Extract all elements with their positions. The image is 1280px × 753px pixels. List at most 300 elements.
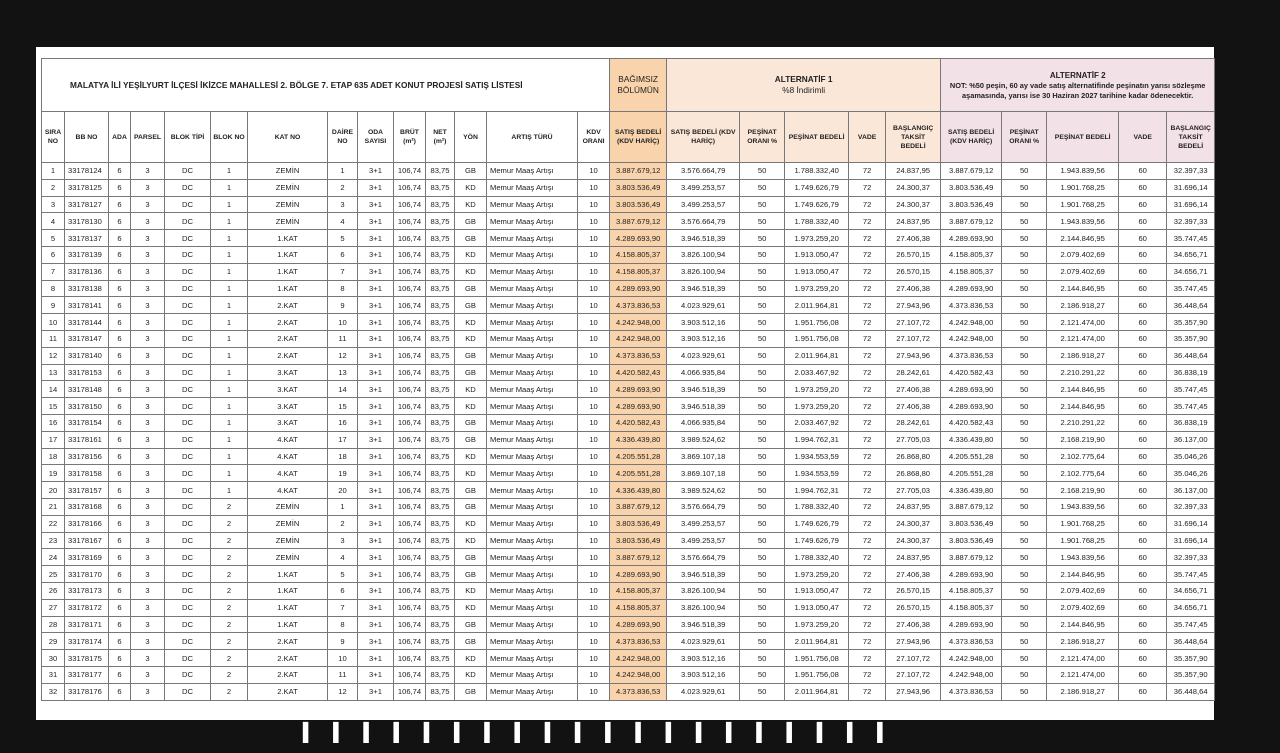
cell-brut-m2: 106,74 [394,465,426,482]
cell-alt1-pesinat-bedeli: 1.913.050,47 [785,582,849,599]
cell-alt1-vade: 72 [849,566,886,583]
cell-alt1-baslangic-taksit: 26.868,80 [886,465,941,482]
cell-brut-m2: 106,74 [394,381,426,398]
cell-artis-turu: Memur Maaş Artışı [487,196,578,213]
alternative-2-header [941,59,1215,112]
cell-alt2-satis-bedeli: 4.420.582,43 [941,414,1002,431]
cell-brut-m2: 106,74 [394,633,426,650]
cell-ada: 6 [109,280,131,297]
cell-artis-turu: Memur Maaş Artışı [487,179,578,196]
cell-alt2-pesinat-orani: 50 [1002,515,1047,532]
cell-alt2-pesinat-bedeli: 2.144.846,95 [1047,616,1119,633]
cell-daire-no: 2 [328,515,358,532]
cell-alt2-satis-bedeli: 3.887.679,12 [941,549,1002,566]
cell-net-m2: 83,75 [426,498,455,515]
table-row [42,246,1215,263]
cell-alt2-pesinat-orani: 50 [1002,398,1047,415]
cell-ada: 6 [109,398,131,415]
cell-satis-bedeli: 3.803.536,49 [610,179,667,196]
cell-brut-m2: 106,74 [394,347,426,364]
cell-ada: 6 [109,246,131,263]
cell-daire-no: 18 [328,448,358,465]
cell-artis-turu: Memur Maaş Artışı [487,666,578,683]
column-header-alt1-pesinat-bedeli: PEŞİNAT BEDELİ [785,112,849,163]
cell-ada: 6 [109,196,131,213]
cell-alt1-baslangic-taksit: 27.406,38 [886,230,941,247]
cell-alt1-satis-bedeli: 4.023.929,61 [667,347,740,364]
cell-alt1-vade: 72 [849,364,886,381]
cell-alt2-baslangic-taksit: 36.448,64 [1167,633,1215,650]
cell-alt1-pesinat-orani: 50 [740,616,785,633]
cell-bb-no: 33178147 [65,330,109,347]
cell-oda-sayisi: 3+1 [358,297,394,314]
cell-yon: KD [455,532,487,549]
cell-sira-no: 27 [42,599,65,616]
cell-alt1-pesinat-bedeli: 1.934.553,59 [785,465,849,482]
cell-satis-bedeli: 4.158.805,37 [610,246,667,263]
cell-alt2-satis-bedeli: 3.803.536,49 [941,179,1002,196]
cell-alt2-pesinat-bedeli: 2.168.219,90 [1047,482,1119,499]
cell-ada: 6 [109,633,131,650]
cell-alt2-satis-bedeli: 4.373.836,53 [941,633,1002,650]
cell-parsel: 3 [131,465,165,482]
cell-sira-no: 28 [42,616,65,633]
cell-net-m2: 83,75 [426,230,455,247]
cell-kdv-orani: 10 [578,532,610,549]
cell-oda-sayisi: 3+1 [358,549,394,566]
cell-alt2-pesinat-orani: 50 [1002,599,1047,616]
cell-alt1-satis-bedeli: 3.946.518,39 [667,616,740,633]
cell-brut-m2: 106,74 [394,196,426,213]
cell-net-m2: 83,75 [426,683,455,700]
cell-ada: 6 [109,330,131,347]
alternative-2-title: ALTERNATİF 2 [1049,71,1106,80]
cell-daire-no: 9 [328,297,358,314]
cell-alt1-vade: 72 [849,398,886,415]
cell-net-m2: 83,75 [426,330,455,347]
cell-artis-turu: Memur Maaş Artışı [487,515,578,532]
cell-parsel: 3 [131,683,165,700]
cell-alt1-satis-bedeli: 3.869.107,18 [667,465,740,482]
cell-ada: 6 [109,582,131,599]
cell-alt1-vade: 72 [849,381,886,398]
cell-yon: KD [455,582,487,599]
cell-bb-no: 33178167 [65,532,109,549]
cell-alt1-pesinat-bedeli: 1.951.756,08 [785,650,849,667]
cell-kdv-orani: 10 [578,347,610,364]
sheet-title: MALATYA İLİ YEŞİLYURT İLÇESİ İKİZCE MAHALLESİ 2. BÖLGE 7. ETAP 635 ADET KONUT PROJESİ SATIŞ LİSTESİ [42,59,610,112]
cell-alt1-satis-bedeli: 3.869.107,18 [667,448,740,465]
cell-daire-no: 11 [328,330,358,347]
cell-ada: 6 [109,163,131,180]
cell-blok-no: 2 [211,582,248,599]
cell-sira-no: 29 [42,633,65,650]
cell-blok-tipi: DC [165,666,211,683]
cell-alt1-vade: 72 [849,414,886,431]
cell-yon: KD [455,246,487,263]
cell-alt1-baslangic-taksit: 27.943,96 [886,633,941,650]
cell-ada: 6 [109,414,131,431]
cell-satis-bedeli: 4.373.836,53 [610,347,667,364]
cell-daire-no: 10 [328,314,358,331]
cell-ada: 6 [109,431,131,448]
cell-blok-no: 1 [211,431,248,448]
cell-alt2-pesinat-bedeli: 2.102.775,64 [1047,448,1119,465]
cell-alt2-pesinat-bedeli: 2.121.474,00 [1047,314,1119,331]
cell-alt1-baslangic-taksit: 27.406,38 [886,280,941,297]
column-header-alt2-baslangic-taksit: BAŞLANGIÇ TAKSİT BEDELİ [1167,112,1215,163]
cell-blok-no: 1 [211,196,248,213]
cell-ada: 6 [109,364,131,381]
cell-artis-turu: Memur Maaş Artışı [487,616,578,633]
cell-alt1-baslangic-taksit: 27.406,38 [886,566,941,583]
cell-kat-no: 2.KAT [248,330,328,347]
cell-alt2-baslangic-taksit: 31.696,14 [1167,532,1215,549]
cell-alt2-baslangic-taksit: 35.357,90 [1167,666,1215,683]
cell-alt1-satis-bedeli: 3.903.512,16 [667,666,740,683]
column-header-yon: YÖN [455,112,487,163]
cell-bb-no: 33178177 [65,666,109,683]
cell-sira-no: 32 [42,683,65,700]
cell-blok-tipi: DC [165,381,211,398]
cell-alt1-pesinat-orani: 50 [740,230,785,247]
cell-satis-bedeli: 4.336.439,80 [610,431,667,448]
cell-blok-tipi: DC [165,683,211,700]
cell-daire-no: 4 [328,549,358,566]
cell-oda-sayisi: 3+1 [358,666,394,683]
cell-satis-bedeli: 4.336.439,80 [610,482,667,499]
cell-alt2-vade: 60 [1119,549,1167,566]
cell-ada: 6 [109,515,131,532]
cell-alt2-baslangic-taksit: 36.448,64 [1167,683,1215,700]
cell-oda-sayisi: 3+1 [358,179,394,196]
table-row [42,263,1215,280]
cell-alt2-pesinat-orani: 50 [1002,414,1047,431]
cell-ada: 6 [109,448,131,465]
cell-alt2-pesinat-bedeli: 1.943.839,56 [1047,163,1119,180]
cell-alt2-pesinat-orani: 50 [1002,666,1047,683]
table-row [42,633,1215,650]
cell-alt2-baslangic-taksit: 32.397,33 [1167,549,1215,566]
cell-kat-no: ZEMİN [248,163,328,180]
cell-brut-m2: 106,74 [394,549,426,566]
cell-net-m2: 83,75 [426,448,455,465]
cell-alt2-pesinat-bedeli: 2.186.918,27 [1047,633,1119,650]
cell-satis-bedeli: 4.242.948,00 [610,330,667,347]
cell-alt1-vade: 72 [849,230,886,247]
cell-alt2-baslangic-taksit: 36.137,00 [1167,431,1215,448]
table-row [42,179,1215,196]
cell-daire-no: 6 [328,246,358,263]
cell-alt1-pesinat-bedeli: 1.788.332,40 [785,163,849,180]
cell-parsel: 3 [131,280,165,297]
cell-artis-turu: Memur Maaş Artışı [487,263,578,280]
cell-brut-m2: 106,74 [394,482,426,499]
cell-alt1-pesinat-orani: 50 [740,179,785,196]
cell-alt1-pesinat-orani: 50 [740,398,785,415]
cell-alt1-vade: 72 [849,582,886,599]
cell-net-m2: 83,75 [426,246,455,263]
cell-alt2-baslangic-taksit: 35.747,45 [1167,616,1215,633]
cell-alt1-pesinat-orani: 50 [740,515,785,532]
cell-alt2-pesinat-orani: 50 [1002,179,1047,196]
cell-net-m2: 83,75 [426,666,455,683]
cell-ada: 6 [109,616,131,633]
cell-parsel: 3 [131,582,165,599]
cell-yon: KD [455,263,487,280]
cell-alt1-satis-bedeli: 4.066.935,84 [667,364,740,381]
cell-blok-tipi: DC [165,582,211,599]
cell-kdv-orani: 10 [578,666,610,683]
cell-brut-m2: 106,74 [394,616,426,633]
table-row [42,666,1215,683]
cell-kdv-orani: 10 [578,163,610,180]
column-header-alt2-pesinat-bedeli: PEŞİNAT BEDELİ [1047,112,1119,163]
cell-blok-no: 1 [211,263,248,280]
cell-alt1-pesinat-bedeli: 1.951.756,08 [785,666,849,683]
cell-alt2-baslangic-taksit: 35.747,45 [1167,230,1215,247]
table-row [42,650,1215,667]
cell-parsel: 3 [131,246,165,263]
cell-sira-no: 6 [42,246,65,263]
cell-alt1-baslangic-taksit: 26.868,80 [886,448,941,465]
cell-alt1-pesinat-orani: 50 [740,482,785,499]
cell-blok-tipi: DC [165,330,211,347]
cell-net-m2: 83,75 [426,414,455,431]
cell-alt2-baslangic-taksit: 32.397,33 [1167,498,1215,515]
table-row [42,616,1215,633]
cell-kdv-orani: 10 [578,381,610,398]
cell-blok-tipi: DC [165,230,211,247]
cell-bb-no: 33178125 [65,179,109,196]
cell-alt1-satis-bedeli: 4.023.929,61 [667,683,740,700]
cell-yon: KD [455,515,487,532]
cell-bb-no: 33178150 [65,398,109,415]
cell-bb-no: 33178137 [65,230,109,247]
cell-kdv-orani: 10 [578,431,610,448]
table-row [42,465,1215,482]
cell-blok-no: 2 [211,666,248,683]
cell-alt2-vade: 60 [1119,230,1167,247]
cell-kat-no: 1.KAT [248,582,328,599]
cell-alt2-vade: 60 [1119,566,1167,583]
cell-alt2-satis-bedeli: 3.887.679,12 [941,163,1002,180]
cell-blok-no: 2 [211,599,248,616]
cell-alt2-satis-bedeli: 4.158.805,37 [941,263,1002,280]
cell-artis-turu: Memur Maaş Artışı [487,398,578,415]
cell-alt2-satis-bedeli: 3.803.536,49 [941,532,1002,549]
cell-yon: GB [455,482,487,499]
cell-bb-no: 33178156 [65,448,109,465]
cell-alt1-pesinat-bedeli: 1.788.332,40 [785,498,849,515]
cell-alt1-vade: 72 [849,599,886,616]
table-body [42,163,1215,701]
cell-ada: 6 [109,532,131,549]
cell-blok-tipi: DC [165,414,211,431]
cell-blok-tipi: DC [165,650,211,667]
cell-satis-bedeli: 4.289.693,90 [610,616,667,633]
cell-net-m2: 83,75 [426,465,455,482]
cell-alt2-satis-bedeli: 4.242.948,00 [941,314,1002,331]
cell-alt2-vade: 60 [1119,414,1167,431]
cell-satis-bedeli: 4.242.948,00 [610,314,667,331]
cell-alt2-vade: 60 [1119,314,1167,331]
cell-alt1-pesinat-orani: 50 [740,263,785,280]
column-header-parsel: PARSEL [131,112,165,163]
cell-alt2-pesinat-orani: 50 [1002,532,1047,549]
cell-alt1-pesinat-bedeli: 1.973.259,20 [785,566,849,583]
cell-ada: 6 [109,498,131,515]
cell-alt1-vade: 72 [849,163,886,180]
table-row [42,498,1215,515]
cell-alt1-pesinat-bedeli: 2.011.964,81 [785,633,849,650]
cell-brut-m2: 106,74 [394,582,426,599]
column-header-blok-tipi: BLOK TİPİ [165,112,211,163]
cell-kdv-orani: 10 [578,650,610,667]
cell-oda-sayisi: 3+1 [358,448,394,465]
cell-parsel: 3 [131,330,165,347]
cell-ada: 6 [109,482,131,499]
cell-net-m2: 83,75 [426,515,455,532]
table-row [42,230,1215,247]
cell-bb-no: 33178172 [65,599,109,616]
cell-yon: KD [455,448,487,465]
cell-alt1-satis-bedeli: 3.499.253,57 [667,196,740,213]
cell-sira-no: 4 [42,213,65,230]
cell-bb-no: 33178175 [65,650,109,667]
cell-alt1-pesinat-bedeli: 1.973.259,20 [785,381,849,398]
column-header-alt2-pesinat-orani: PEŞİNAT ORANI % [1002,112,1047,163]
cell-alt2-vade: 60 [1119,532,1167,549]
cell-blok-tipi: DC [165,297,211,314]
cell-artis-turu: Memur Maaş Artışı [487,213,578,230]
cell-alt2-satis-bedeli: 3.887.679,12 [941,213,1002,230]
cell-bb-no: 33178136 [65,263,109,280]
cell-ada: 6 [109,314,131,331]
cell-alt2-pesinat-bedeli: 1.943.839,56 [1047,549,1119,566]
cell-artis-turu: Memur Maaş Artışı [487,314,578,331]
cell-artis-turu: Memur Maaş Artışı [487,566,578,583]
cell-alt2-pesinat-orani: 50 [1002,314,1047,331]
cell-net-m2: 83,75 [426,179,455,196]
cell-bb-no: 33178173 [65,582,109,599]
cell-artis-turu: Memur Maaş Artışı [487,246,578,263]
cell-brut-m2: 106,74 [394,532,426,549]
cell-alt2-pesinat-bedeli: 2.121.474,00 [1047,650,1119,667]
cell-daire-no: 2 [328,179,358,196]
column-header-alt1-satis-bedeli: SATIŞ BEDELİ (KDV HARİÇ) [667,112,740,163]
cell-sira-no: 12 [42,347,65,364]
cell-kat-no: 4.KAT [248,465,328,482]
cell-oda-sayisi: 3+1 [358,532,394,549]
column-header-alt1-vade: VADE [849,112,886,163]
cell-blok-tipi: DC [165,566,211,583]
cell-bb-no: 33178176 [65,683,109,700]
cell-alt2-satis-bedeli: 3.887.679,12 [941,498,1002,515]
cell-alt1-vade: 72 [849,633,886,650]
cell-artis-turu: Memur Maaş Artışı [487,297,578,314]
cell-kat-no: ZEMİN [248,498,328,515]
cell-kdv-orani: 10 [578,280,610,297]
cell-alt1-pesinat-orani: 50 [740,381,785,398]
cell-kat-no: 2.KAT [248,297,328,314]
cell-sira-no: 22 [42,515,65,532]
cell-parsel: 3 [131,347,165,364]
cell-alt1-satis-bedeli: 3.826.100,94 [667,263,740,280]
column-header-daire-no: DAİRE NO [328,112,358,163]
cell-blok-tipi: DC [165,431,211,448]
cell-alt2-baslangic-taksit: 36.838,19 [1167,364,1215,381]
cell-sira-no: 18 [42,448,65,465]
cell-blok-tipi: DC [165,213,211,230]
column-header-alt2-satis-bedeli: SATIŞ BEDELİ (KDV HARİÇ) [941,112,1002,163]
cell-oda-sayisi: 3+1 [358,230,394,247]
column-header-bb-no: BB NO [65,112,109,163]
cell-alt1-pesinat-orani: 50 [740,163,785,180]
cell-net-m2: 83,75 [426,280,455,297]
cell-alt1-baslangic-taksit: 24.837,95 [886,213,941,230]
cell-net-m2: 83,75 [426,582,455,599]
cell-alt1-pesinat-orani: 50 [740,414,785,431]
cell-alt2-baslangic-taksit: 35.046,26 [1167,465,1215,482]
table-row [42,532,1215,549]
cell-oda-sayisi: 3+1 [358,213,394,230]
cell-alt2-satis-bedeli: 4.242.948,00 [941,666,1002,683]
cell-oda-sayisi: 3+1 [358,364,394,381]
cell-net-m2: 83,75 [426,364,455,381]
cell-alt2-satis-bedeli: 4.289.693,90 [941,381,1002,398]
cell-alt2-pesinat-bedeli: 1.901.768,25 [1047,515,1119,532]
cell-sira-no: 30 [42,650,65,667]
cell-alt1-satis-bedeli: 3.499.253,57 [667,179,740,196]
cell-daire-no: 8 [328,616,358,633]
cell-alt1-vade: 72 [849,650,886,667]
cell-net-m2: 83,75 [426,163,455,180]
cell-parsel: 3 [131,414,165,431]
cell-blok-no: 2 [211,566,248,583]
cell-kat-no: 3.KAT [248,414,328,431]
cell-alt2-pesinat-orani: 50 [1002,280,1047,297]
cell-alt1-pesinat-orani: 50 [740,683,785,700]
cell-alt1-satis-bedeli: 3.576.664,79 [667,498,740,515]
cell-blok-tipi: DC [165,532,211,549]
cell-brut-m2: 106,74 [394,398,426,415]
cell-bb-no: 33178153 [65,364,109,381]
cell-alt2-pesinat-orani: 50 [1002,246,1047,263]
cell-alt1-baslangic-taksit: 24.300,37 [886,532,941,549]
cell-oda-sayisi: 3+1 [358,347,394,364]
cell-alt1-baslangic-taksit: 26.570,15 [886,246,941,263]
cell-daire-no: 5 [328,230,358,247]
cell-yon: GB [455,347,487,364]
alternative-1-title: ALTERNATİF 1 [774,74,833,84]
cell-blok-no: 1 [211,414,248,431]
cell-alt1-pesinat-orani: 50 [740,448,785,465]
cell-oda-sayisi: 3+1 [358,414,394,431]
cell-artis-turu: Memur Maaş Artışı [487,582,578,599]
column-header-alt2-vade: VADE [1119,112,1167,163]
cell-alt2-vade: 60 [1119,246,1167,263]
cell-oda-sayisi: 3+1 [358,582,394,599]
cell-sira-no: 8 [42,280,65,297]
cell-alt1-pesinat-orani: 50 [740,431,785,448]
cell-parsel: 3 [131,532,165,549]
cell-alt1-pesinat-orani: 50 [740,196,785,213]
table-row [42,549,1215,566]
cell-oda-sayisi: 3+1 [358,465,394,482]
cell-alt1-pesinat-bedeli: 1.973.259,20 [785,398,849,415]
cell-kdv-orani: 10 [578,213,610,230]
